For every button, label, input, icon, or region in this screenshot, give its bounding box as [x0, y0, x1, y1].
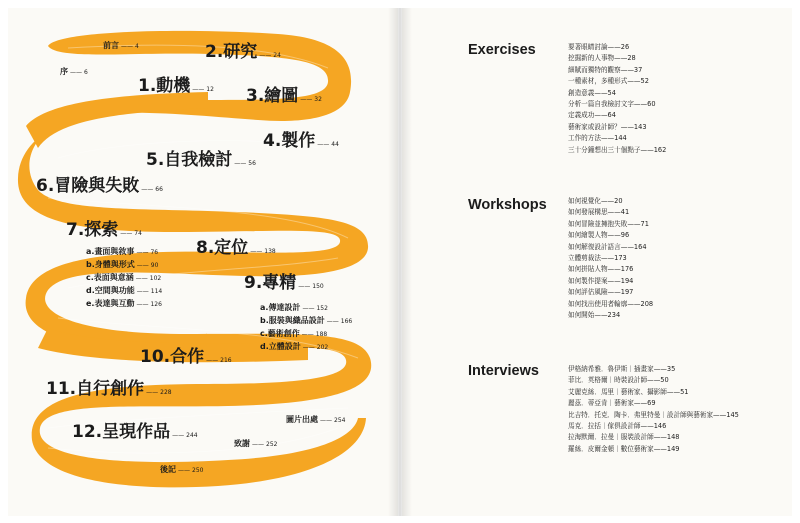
- toc-9b: b.服裝與織品設計 —— 166: [260, 316, 353, 325]
- toc-chapter-12: 12.呈現作品 —— 244: [72, 422, 198, 442]
- toc-chapter-5-label: 5.自我檢討: [146, 150, 233, 170]
- toc-preface-label: 前言: [103, 41, 119, 50]
- toc-chapter-2: 2.研究 —— 24: [205, 42, 281, 62]
- workshop-item: 如何發展構思——41: [568, 208, 630, 217]
- interview-item: 麗茲．蒂亞肯｜藝術家——69: [568, 399, 656, 408]
- toc-chapter-9: 9.專精 —— 150: [244, 273, 324, 293]
- toc-chapter-8-label: 8.定位: [196, 238, 249, 258]
- toc-intro-label: 序: [60, 67, 68, 76]
- workshop-item: 立體剪裁法——173: [568, 253, 627, 262]
- toc-9b-label: b.服裝與織品設計: [260, 316, 325, 325]
- workshops-heading: Workshops: [468, 197, 547, 213]
- interviews-list: [568, 364, 739, 455]
- toc-9d-label: d.立體設計: [260, 342, 301, 351]
- toc-7c: c.表面與意涵 —— 102: [86, 273, 162, 282]
- interview-item: 羅絲．皮爾金頓｜數位藝術家——149: [568, 444, 680, 453]
- toc-thanks: 致謝 —— 252: [234, 439, 278, 448]
- toc-chapter-3-page: 32: [314, 96, 322, 103]
- toc-chapter-10: 10.合作 —— 216: [140, 347, 232, 367]
- exercise-item: 定義成功——64: [568, 111, 616, 120]
- workshop-item: 如何冒險並擁抱失敗——71: [568, 219, 649, 228]
- workshop-item: 如何評估風險——197: [568, 288, 634, 297]
- workshops-list: [568, 196, 653, 321]
- interview-item: 菲比．英格爾｜時裝設計師——50: [568, 376, 669, 385]
- toc-9c: c.藝術創作 —— 188: [260, 329, 328, 338]
- exercise-item: 創造意義——54: [568, 88, 616, 97]
- exercise-item: 細賦而獨特的觀察——37: [568, 65, 643, 74]
- toc-chapter-11-page: 228: [160, 389, 172, 396]
- toc-chapter-6-label: 6.冒險與失敗: [36, 176, 140, 196]
- toc-9d: d.立體設計 —— 202: [260, 342, 329, 351]
- toc-chapter-2-page: 24: [273, 52, 281, 59]
- workshop-item: 如何找出使用者輪廓——208: [568, 299, 654, 308]
- workshop-item: 如何視覺化——20: [568, 197, 623, 205]
- toc-chapter-5: 5.自我檢討 —— 56: [146, 150, 256, 170]
- toc-7d-page: 114: [150, 288, 163, 295]
- exercise-item: 三十分鐘想出三十個點子——162: [568, 145, 667, 154]
- workshop-item: 如何製作提案——194: [568, 276, 634, 285]
- toc-chapter-2-label: 2.研究: [205, 42, 258, 62]
- workshop-item: 如何拼貼人物——176: [568, 265, 634, 274]
- toc-7a-label: a.畫面與敘事: [86, 247, 135, 256]
- toc-credits-label: 圖片出處: [286, 415, 318, 424]
- toc-9c-page: 188: [315, 331, 328, 338]
- workshop-item: 如何解復設計語言——164: [568, 242, 647, 251]
- toc-chapter-12-page: 244: [186, 432, 198, 439]
- exercise-item: 工作的方法——144: [568, 134, 627, 143]
- toc-7e-label: e.表達與互動: [86, 299, 135, 308]
- toc-chapter-10-label: 10.合作: [140, 347, 205, 367]
- toc-9b-page: 166: [340, 318, 353, 325]
- toc-chapter-7: 7.探索 —— 74: [66, 220, 142, 240]
- workshop-item: 如何繪製人物——96: [568, 231, 630, 240]
- interview-item: 比吉特．托克．陶卡．弗里特曼｜設計師與藝術家——145: [568, 410, 739, 419]
- toc-chapter-12-label: 12.呈現作品: [72, 422, 171, 442]
- toc-7e-page: 126: [150, 301, 162, 308]
- toc-chapter-10-page: 216: [220, 357, 232, 364]
- toc-7c-page: 102: [149, 275, 162, 282]
- toc-chapter-1-label: 1.動機: [138, 76, 191, 96]
- toc-thanks-label: 致謝: [234, 439, 250, 448]
- exercise-item: 藝術家或設計師？——143: [568, 122, 647, 131]
- exercise-item: 一種素材，多種形式——52: [568, 77, 649, 86]
- toc-chapter-5-page: 56: [248, 160, 256, 167]
- toc-chapter-7-label: 7.探索: [66, 220, 119, 240]
- toc-intro-page: 6: [84, 69, 88, 76]
- toc-7e: e.表達與互動 —— 126: [86, 299, 162, 308]
- toc-9a-page: 152: [316, 305, 328, 312]
- toc-7a-page: 76: [150, 249, 159, 256]
- interviews-heading: Interviews: [468, 363, 539, 379]
- toc-chapter-3: 3.繪圖 —— 32: [246, 86, 322, 106]
- toc-7d-label: d.空間與功能: [86, 286, 135, 295]
- toc-9c-label: c.藝術創作: [260, 329, 300, 338]
- exercise-item: 挖掘新的人事物——28: [568, 54, 636, 63]
- exercises-list: [568, 42, 666, 156]
- toc-chapter-4-page: 44: [331, 141, 339, 148]
- interview-item: 馬克．拉括｜傢俱設計師——146: [568, 421, 667, 430]
- exercises-heading: Exercises: [468, 42, 536, 58]
- toc-credits-page: 254: [334, 417, 346, 424]
- toc-7c-label: c.表面與意涵: [86, 273, 134, 282]
- toc-7a: a.畫面與敘事 —— 76: [86, 247, 159, 256]
- interview-item: 伊格納希雅．魯伊斯｜插畫家——35: [568, 365, 676, 373]
- toc-chapter-6-page: 66: [155, 186, 163, 193]
- toc-7b-page: 90: [150, 262, 159, 269]
- toc-chapter-6: 6.冒險與失敗 —— 66: [36, 176, 163, 196]
- toc-chapter-11: 11.自行創作 —— 228: [46, 379, 172, 399]
- toc-afterword: 後記 —— 250: [160, 465, 204, 474]
- toc-chapter-9-page: 150: [312, 283, 324, 290]
- toc-intro: 序 —— 6: [60, 67, 88, 76]
- workshop-item: 如何開始——234: [568, 310, 621, 319]
- toc-chapter-7-page: 74: [134, 230, 142, 237]
- interview-item: 拉海默爾．拉曼｜服裝設計師——148: [568, 433, 680, 442]
- toc-7b: b.身體與形式 —— 90: [86, 260, 159, 269]
- toc-chapter-8: 8.定位 —— 138: [196, 238, 276, 258]
- exercise-item: 分析一篇自我檢討文字——60: [568, 99, 656, 108]
- toc-credits: 圖片出處 —— 254: [286, 415, 346, 424]
- toc-chapter-1: 1.動機 —— 12: [138, 76, 214, 96]
- toc-9d-page: 202: [316, 344, 329, 351]
- toc-afterword-page: 250: [192, 467, 204, 474]
- toc-chapter-11-label: 11.自行創作: [46, 379, 145, 399]
- interview-item: 艾麗克絲．馬里｜藝術家、攝影師——51: [568, 387, 689, 396]
- toc-chapter-3-label: 3.繪圖: [246, 86, 299, 106]
- toc-chapter-4-label: 4.製作: [263, 131, 316, 151]
- toc-thanks-page: 252: [266, 441, 278, 448]
- toc-chapter-4: 4.製作 —— 44: [263, 131, 339, 151]
- exercise-item: 要著眼睛討論——26: [568, 43, 630, 51]
- toc-7d: d.空間與功能 —— 114: [86, 286, 163, 295]
- toc-9a: a.傳達設計 —— 152: [260, 303, 328, 312]
- toc-chapter-8-page: 138: [264, 248, 276, 255]
- toc-afterword-label: 後記: [160, 465, 176, 474]
- toc-preface: 前言 —— 4: [103, 41, 139, 50]
- toc-9a-label: a.傳達設計: [260, 303, 301, 312]
- toc-preface-page: 4: [135, 43, 139, 50]
- toc-chapter-9-label: 9.專精: [244, 273, 297, 293]
- toc-chapter-1-page: 12: [206, 86, 214, 93]
- toc-7b-label: b.身體與形式: [86, 260, 135, 269]
